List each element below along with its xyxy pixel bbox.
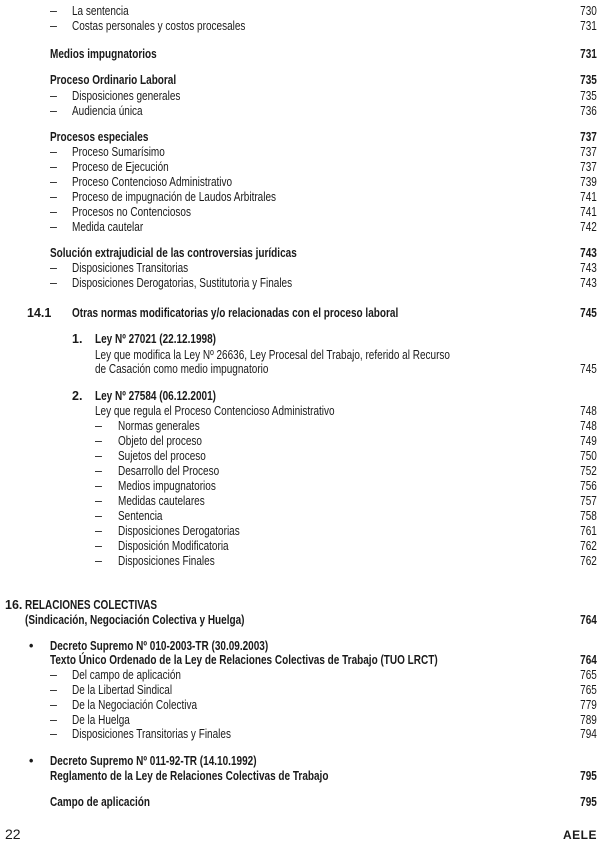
- entry-title: Medidas cautelares: [118, 494, 205, 508]
- entry-page: 731: [580, 19, 597, 33]
- toc-entry: [0, 306, 600, 321]
- entry-title: (Sindicación, Negociación Colectiva y Huelga): [25, 613, 245, 627]
- entry-page: 752: [580, 464, 597, 478]
- entry-title: Proceso de impugnación de Laudos Arbitrales: [72, 190, 277, 204]
- toc-entry: [0, 404, 600, 419]
- toc-entry: [0, 464, 600, 479]
- toc-entry: [0, 220, 600, 235]
- entry-title: Proceso de Ejecución: [72, 160, 169, 174]
- dash-bullet: –: [95, 509, 102, 523]
- toc-entry: [0, 205, 600, 220]
- toc-entry: [0, 449, 600, 464]
- entry-page: 765: [580, 683, 597, 697]
- toc-entry: [0, 130, 600, 145]
- toc-entry: [0, 668, 600, 683]
- toc-entry: [0, 175, 600, 190]
- dash-bullet: –: [50, 727, 57, 741]
- dash-bullet: –: [50, 19, 57, 33]
- entry-title: Texto Único Ordenado de la Ley de Relaciones Colectivas de Trabajo (TUO LRCT): [50, 653, 438, 667]
- toc-entry: [0, 261, 600, 276]
- dash-bullet: –: [50, 698, 57, 712]
- entry-title: Decreto Supremo Nº 011-92-TR (14.10.1992): [50, 754, 257, 768]
- dash-bullet: –: [50, 4, 57, 18]
- entry-title: Objeto del proceso: [118, 434, 202, 448]
- toc-entry: [0, 639, 600, 654]
- entry-number: •: [29, 754, 34, 768]
- entry-page: 764: [580, 653, 597, 667]
- entry-page: 743: [580, 261, 597, 275]
- entry-title: Desarrollo del Proceso: [118, 464, 220, 478]
- entry-page: 761: [580, 524, 597, 538]
- toc-entry: [0, 4, 600, 19]
- dash-bullet: –: [95, 554, 102, 568]
- toc-entry: [0, 434, 600, 449]
- entry-title: Otras normas modificatorias y/o relacionadas con el proceso laboral: [72, 306, 399, 320]
- entry-page: 756: [580, 479, 597, 493]
- entry-page: 730: [580, 4, 597, 18]
- toc-entry: [0, 73, 600, 88]
- entry-title: Ley Nº 27584 (06.12.2001): [95, 389, 216, 403]
- toc-entry: [0, 479, 600, 494]
- dash-bullet: –: [95, 449, 102, 463]
- entry-title: Disposiciones Derogatorias, Sustitutoria y Finales: [72, 276, 293, 290]
- dash-bullet: –: [50, 145, 57, 159]
- dash-bullet: –: [95, 539, 102, 553]
- entry-title: De la Negociación Colectiva: [72, 698, 198, 712]
- dash-bullet: –: [50, 205, 57, 219]
- dash-bullet: –: [95, 434, 102, 448]
- toc-entry: [0, 727, 600, 742]
- toc-entry: [0, 524, 600, 539]
- entry-page: 757: [580, 494, 597, 508]
- entry-title: Disposiciones Finales: [118, 554, 215, 568]
- dash-bullet: –: [95, 464, 102, 478]
- entry-number: •: [29, 639, 34, 653]
- toc-entry: [0, 145, 600, 160]
- dash-bullet: –: [50, 683, 57, 697]
- toc-entry: [0, 104, 600, 119]
- dash-bullet: –: [50, 104, 57, 118]
- toc-entry: [0, 348, 600, 363]
- entry-page: 735: [580, 73, 597, 87]
- page-number: 22: [5, 826, 21, 842]
- entry-number: 2.: [72, 389, 83, 403]
- entry-page: 779: [580, 698, 597, 712]
- entry-title: Disposiciones generales: [72, 89, 181, 103]
- entry-page: 737: [580, 130, 597, 144]
- dash-bullet: –: [95, 524, 102, 538]
- publisher-brand: AELE: [562, 828, 597, 842]
- dash-bullet: –: [95, 494, 102, 508]
- entry-title: de Casación como medio impugnatorio: [95, 362, 269, 376]
- entry-title: De la Libertad Sindical: [72, 683, 173, 697]
- toc-entry: [0, 698, 600, 713]
- entry-title: Proceso Sumarísimo: [72, 145, 165, 159]
- entry-title: Decreto Supremo Nº 010-2003-TR (30.09.2003): [50, 639, 269, 653]
- entry-page: 736: [580, 104, 597, 118]
- entry-title: Disposiciones Derogatorias: [118, 524, 240, 538]
- entry-page: 748: [580, 404, 597, 418]
- toc-entry: [0, 795, 600, 810]
- entry-title: Proceso Ordinario Laboral: [50, 73, 177, 87]
- entry-number: 14.1: [27, 306, 52, 320]
- entry-page: 762: [580, 554, 597, 568]
- entry-page: 764: [580, 613, 597, 627]
- entry-page: 794: [580, 727, 597, 741]
- dash-bullet: –: [95, 419, 102, 433]
- toc-entry: [0, 419, 600, 434]
- toc-entry: [0, 683, 600, 698]
- toc-entry: [0, 613, 600, 628]
- entry-title: Normas generales: [118, 419, 200, 433]
- toc-entry: [0, 389, 600, 404]
- entry-page: 765: [580, 668, 597, 682]
- dash-bullet: –: [95, 479, 102, 493]
- entry-title: Ley que regula el Proceso Contencioso Administrativo: [95, 404, 335, 418]
- toc-entry: [0, 89, 600, 104]
- entry-page: 741: [580, 190, 597, 204]
- entry-title: Medida cautelar: [72, 220, 144, 234]
- toc-entry: [0, 754, 600, 769]
- entry-page: 745: [580, 362, 597, 376]
- entry-title: De la Huelga: [72, 713, 130, 727]
- entry-title: Sujetos del proceso: [118, 449, 206, 463]
- dash-bullet: –: [50, 713, 57, 727]
- toc-entry: [0, 653, 600, 668]
- entry-page: 743: [580, 246, 597, 260]
- entry-title: La sentencia: [72, 4, 129, 18]
- entry-title: Proceso Contencioso Administrativo: [72, 175, 233, 189]
- entry-page: 737: [580, 145, 597, 159]
- entry-page: 749: [580, 434, 597, 448]
- entry-title: Campo de aplicación: [50, 795, 151, 809]
- toc-entry: [0, 332, 600, 347]
- entry-page: 731: [580, 47, 597, 61]
- toc-entry: [0, 713, 600, 728]
- entry-page: 741: [580, 205, 597, 219]
- entry-page: 795: [580, 795, 597, 809]
- entry-title: Solución extrajudicial de las controversias jurídicas: [50, 246, 297, 260]
- toc-entry: [0, 190, 600, 205]
- dash-bullet: –: [50, 668, 57, 682]
- toc-entry: [0, 509, 600, 524]
- entry-title: Costas personales y costos procesales: [72, 19, 246, 33]
- entry-title: Del campo de aplicación: [72, 668, 181, 682]
- entry-page: 743: [580, 276, 597, 290]
- dash-bullet: –: [50, 190, 57, 204]
- entry-title: RELACIONES COLECTIVAS: [25, 598, 158, 612]
- toc-entry: [0, 598, 600, 613]
- toc-entry: [0, 246, 600, 261]
- entry-page: 789: [580, 713, 597, 727]
- toc-entry: [0, 276, 600, 291]
- entry-title: Medios impugnatorios: [50, 47, 157, 61]
- dash-bullet: –: [50, 160, 57, 174]
- entry-page: 758: [580, 509, 597, 523]
- entry-title: Audiencia única: [72, 104, 143, 118]
- entry-title: Sentencia: [118, 509, 163, 523]
- entry-title: Disposiciones Transitorias: [72, 261, 189, 275]
- toc-entry: [0, 494, 600, 509]
- entry-title: Procesos especiales: [50, 130, 149, 144]
- dash-bullet: –: [50, 175, 57, 189]
- entry-page: 762: [580, 539, 597, 553]
- toc-entry: [0, 362, 600, 377]
- entry-page: 742: [580, 220, 597, 234]
- entry-page: 745: [580, 306, 597, 320]
- entry-title: Ley que modifica la Ley Nº 26636, Ley Procesal del Trabajo, referido al Recurso: [95, 348, 450, 362]
- entry-number: 1.: [72, 332, 83, 346]
- entry-page: 748: [580, 419, 597, 433]
- entry-title: Procesos no Contenciosos: [72, 205, 191, 219]
- entry-page: 735: [580, 89, 597, 103]
- entry-page: 737: [580, 160, 597, 174]
- entry-number: 16.: [5, 598, 23, 612]
- entry-title: Reglamento de la Ley de Relaciones Colectivas de Trabajo: [50, 769, 329, 783]
- entry-title: Disposiciones Transitorias y Finales: [72, 727, 231, 741]
- toc-entry: [0, 554, 600, 569]
- toc-entry: [0, 769, 600, 784]
- dash-bullet: –: [50, 89, 57, 103]
- toc-entry: [0, 160, 600, 175]
- toc-entry: [0, 47, 600, 62]
- dash-bullet: –: [50, 220, 57, 234]
- toc-entry: [0, 539, 600, 554]
- dash-bullet: –: [50, 261, 57, 275]
- dash-bullet: –: [50, 276, 57, 290]
- entry-title: Ley Nº 27021 (22.12.1998): [95, 332, 216, 346]
- entry-title: Disposición Modificatoria: [118, 539, 229, 553]
- toc-entry: [0, 19, 600, 34]
- entry-page: 739: [580, 175, 597, 189]
- entry-page: 795: [580, 769, 597, 783]
- entry-title: Medios impugnatorios: [118, 479, 216, 493]
- entry-page: 750: [580, 449, 597, 463]
